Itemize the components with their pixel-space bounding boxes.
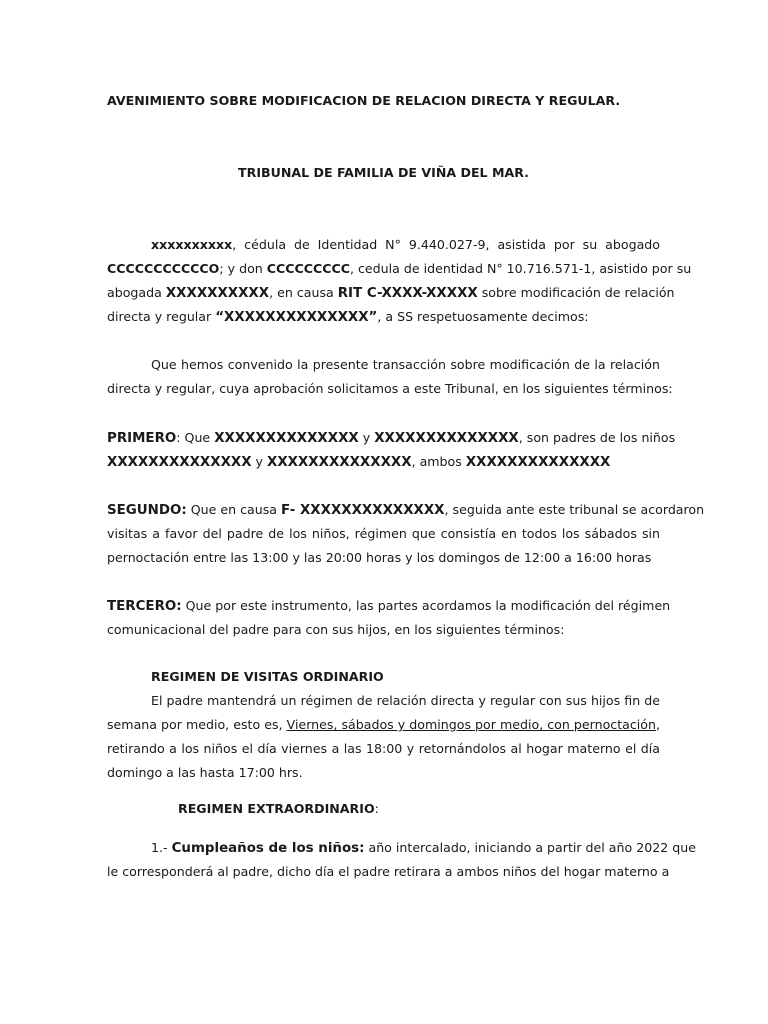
intro-text: abogada	[107, 285, 166, 300]
clause-text: Que en causa	[186, 502, 282, 517]
clause-text: , ambos	[411, 454, 466, 469]
segundo-line-2: visitas a favor del padre de los niños, régimen que consistía en todos los sábados sin	[107, 526, 660, 541]
clause-text: y	[358, 430, 375, 445]
ordinario-line-2	[107, 713, 660, 737]
clause-text: , son padres de los niños	[518, 430, 676, 445]
tercero-line-2: comunicacional del padre para con sus hijos, en los siguientes términos:	[107, 622, 565, 637]
ordinario-line-1: El padre mantendrá un régimen de relación directa y regular con sus hijos fin de	[151, 693, 660, 708]
child-1-name: XXXXXXXXXXXXXX	[107, 455, 252, 470]
parent-1-name: XXXXXXXXXXXXXX	[214, 431, 359, 446]
clause-label: SEGUNDO:	[107, 503, 187, 518]
segundo-line-1	[107, 498, 705, 522]
party-2-name: CCCCCCCCC	[266, 261, 350, 276]
ordinario-line-4: domingo a las hasta 17:00 hrs.	[107, 765, 303, 780]
section-heading-text: REGIMEN EXTRAORDINARIO	[178, 801, 375, 816]
item-label: Cumpleaños de los niños:	[171, 841, 365, 856]
item-text: año intercalado, iniciando a partir del año 2022 que	[364, 840, 696, 855]
extra-item-1-line-2: le corresponderá al padre, dicho día el padre retirara a ambos niños del hogar materno a	[107, 864, 670, 879]
intro-line-2	[107, 257, 692, 281]
parent-2-name: XXXXXXXXXXXXXX	[374, 431, 519, 446]
intro-line-4	[107, 305, 589, 329]
party-1-name: xxxxxxxxxx	[151, 237, 233, 252]
ordinario-text: ,	[655, 717, 660, 732]
clause-text: y	[251, 454, 268, 469]
intro-text: sobre modificación de relación	[477, 285, 675, 300]
extra-item-1-line-1	[107, 836, 696, 860]
case-number: F- XXXXXXXXXXXXXX	[281, 503, 445, 518]
intro-text: , cedula de identidad N° 10.716.571-1, asistido por su	[349, 261, 692, 276]
lawyer-1-name: CCCCCCCCCCCO	[107, 261, 220, 276]
agreement-line-1: Que hemos convenido la presente transacción sobre modificación de la relación	[151, 357, 660, 372]
intro-text: directa y regular	[107, 309, 216, 324]
intro-text: ; y don	[219, 261, 267, 276]
primero-line-1	[107, 426, 676, 450]
segundo-line-3: pernoctación entre las 13:00 y las 20:00 horas y los domingos de 12:00 a 16:00 horas	[107, 550, 652, 565]
child-2-name: XXXXXXXXXXXXXX	[267, 455, 412, 470]
section-heading: REGIMEN DE VISITAS ORDINARIO	[151, 669, 384, 684]
lawyer-2-name: XXXXXXXXXX	[165, 286, 270, 301]
clause-text: Que por este instrumento, las partes acordamos la modificación del régimen	[181, 598, 671, 613]
ordinario-text: semana por medio, esto es,	[107, 717, 287, 732]
intro-line-3	[107, 281, 675, 305]
ordinario-line-3: retirando a los niños el día viernes a las 18:00 y retornándolos al hogar materno el día	[107, 741, 660, 756]
underlined-schedule: Viernes, sábados y domingos por medio, con pernoctación	[286, 717, 656, 732]
primero-line-2	[107, 450, 610, 474]
tercero-line-1	[107, 594, 671, 618]
intro-line-1	[107, 233, 660, 257]
rit-number: RIT C-XXXX-XXXXX	[337, 286, 478, 301]
agreement-line-2: directa y regular, cuya aprobación solicitamos a este Tribunal, en los siguientes términos:	[107, 381, 673, 396]
child-3-name: XXXXXXXXXXXXXX	[465, 455, 611, 470]
document-title: AVENIMIENTO SOBRE MODIFICACION DE RELACION DIRECTA Y REGULAR.	[107, 93, 621, 108]
intro-text: , en causa	[269, 285, 338, 300]
item-number: 1.-	[151, 840, 172, 855]
case-name: “XXXXXXXXXXXXXX”	[215, 310, 378, 325]
heading-colon: :	[374, 801, 379, 816]
court-name: TRIBUNAL DE FAMILIA DE VIÑA DEL MAR.	[238, 165, 529, 180]
clause-label: TERCERO:	[107, 599, 182, 614]
section-heading	[178, 797, 379, 821]
clause-text: , seguida ante este tribunal se acordaron	[444, 502, 705, 517]
clause-label: PRIMERO	[107, 431, 177, 446]
intro-text: , a SS respetuosamente decimos:	[377, 309, 589, 324]
clause-text: : Que	[176, 430, 215, 445]
intro-text: , cédula de Identidad N° 9.440.027-9, asistida por su abogado	[232, 237, 660, 252]
